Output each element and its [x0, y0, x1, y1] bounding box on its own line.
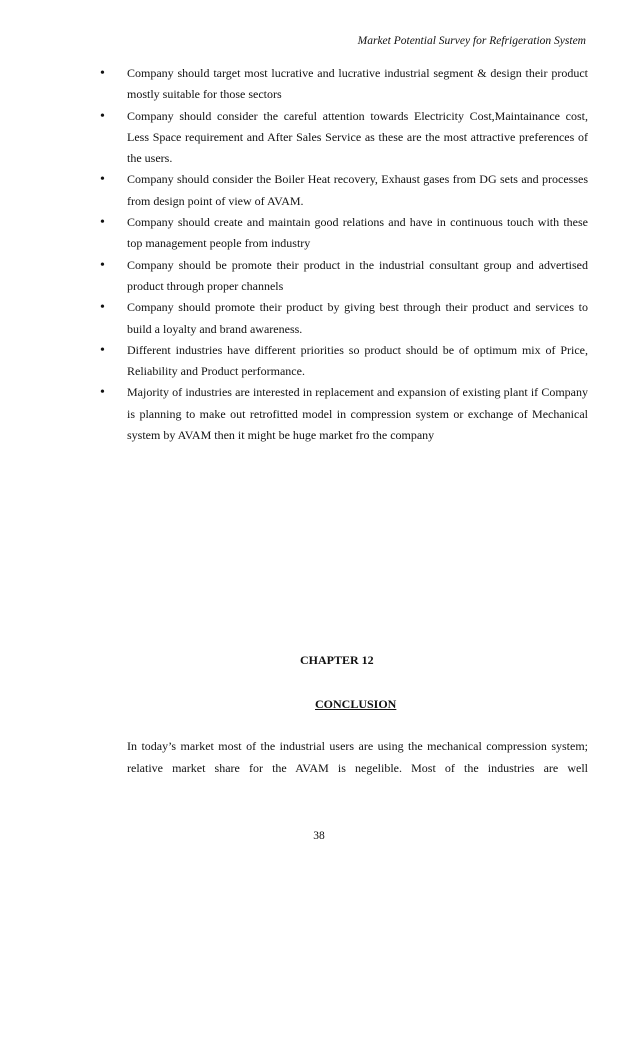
page-number: 38 — [313, 830, 325, 842]
conclusion-paragraph: In today’s market most of the industrial users are using the mechanical compression system; relative market share for the AVAM is negelible. Most of the industries are well — [127, 739, 588, 775]
list-item-text: Company should consider the careful attention towards Electricity Cost,Maintainance cost, Less Space requirement and After Sales Service as these are the most attractive preferences of the users. — [127, 108, 588, 166]
list-item — [100, 255, 588, 298]
list-item — [100, 297, 588, 340]
bullet-icon: • — [100, 342, 105, 358]
bullet-icon: • — [100, 257, 105, 273]
chapter-number: CHAPTER 12 — [300, 653, 374, 667]
recommendations-list — [100, 63, 588, 446]
bullet-icon: • — [100, 215, 105, 231]
list-item — [100, 169, 588, 212]
list-item-text: Different industries have different priorities so product should be of optimum mix of Price, Reliability and Product performance. — [127, 342, 588, 379]
list-item — [100, 212, 588, 255]
list-item-text: Company should be promote their product in the industrial consultant group and advertised product through proper channels — [127, 257, 588, 293]
list-item-text: Company should create and maintain good relations and have in continuous touch with these top management people from industry — [127, 215, 588, 251]
list-item — [100, 382, 588, 446]
chapter-title: CONCLUSION — [315, 697, 397, 711]
list-item-text: Company should consider the Boiler Heat recovery, Exhaust gases from DG sets and processes from design point of view of AVAM. — [127, 172, 588, 208]
bullet-icon: • — [100, 66, 105, 81]
running-header: Market Potential Survey for Refrigeration System — [357, 35, 586, 47]
bullet-icon: • — [100, 172, 105, 188]
list-item-text: Company should promote their product by giving best through their product and services to build a loyalty and brand awareness. — [127, 300, 588, 336]
bullet-icon: • — [100, 108, 105, 124]
list-item-text: Majority of industries are interested in replacement and expansion of existing plant if Company is planning to make out retrofitted model in compression system or exchange of Mechanical system by AVAM then it might be huge market fro the company — [127, 385, 588, 443]
list-item-text: Company should target most lucrative and lucrative industrial segment & design their product mostly suitable for those sectors — [127, 66, 588, 102]
list-item — [100, 106, 588, 170]
list-item — [100, 340, 588, 383]
bullet-icon: • — [100, 385, 105, 401]
list-item — [100, 63, 588, 106]
bullet-icon: • — [100, 300, 105, 316]
